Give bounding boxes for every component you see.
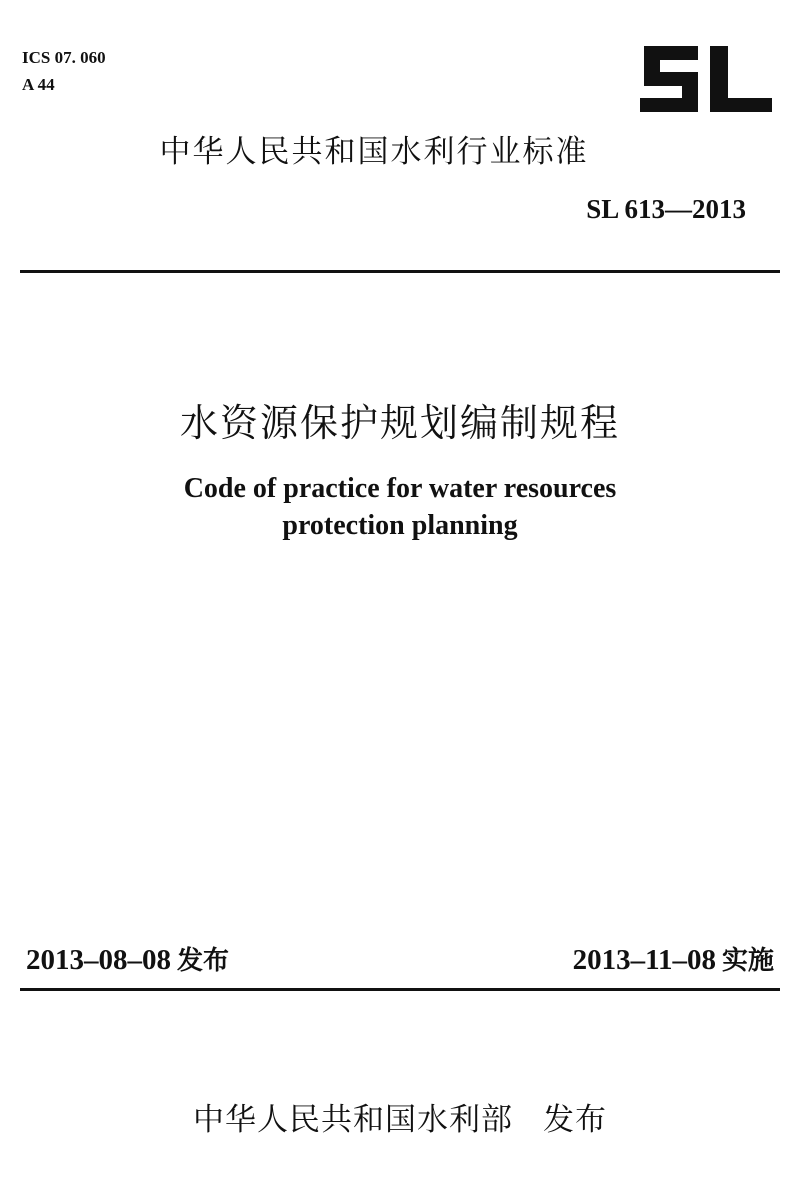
classification-code: A 44	[22, 75, 55, 94]
ics-code: ICS 07. 060	[22, 48, 106, 67]
issuer-line	[0, 1094, 800, 1139]
implement-date: 2013–11–08	[572, 944, 716, 976]
sl-logo	[636, 40, 774, 118]
issuer-action: 发布	[543, 1102, 607, 1138]
issue-date-block	[26, 940, 229, 977]
title-english-line-2: protection planning	[282, 510, 518, 541]
bottom-divider	[20, 988, 780, 991]
title-chinese: 水资源保护规划编制规程	[179, 401, 620, 445]
top-divider	[20, 270, 780, 273]
industry-standard-heading: 中华人民共和国水利行业标准	[159, 134, 589, 170]
issuer-name: 中华人民共和国水利部	[193, 1102, 513, 1138]
standard-number: SL 613—2013	[586, 194, 746, 224]
issue-date: 2013–08–08	[26, 944, 171, 976]
issue-label: 发布	[177, 946, 230, 976]
sl-logo-s	[640, 46, 698, 112]
ics-classification-block	[22, 44, 106, 98]
title-english	[0, 470, 800, 544]
implement-date-block	[573, 940, 774, 977]
implement-label: 实施	[721, 946, 774, 976]
sl-logo-l	[710, 46, 772, 112]
title-english-line-1: Code of practice for water resources	[183, 473, 617, 504]
